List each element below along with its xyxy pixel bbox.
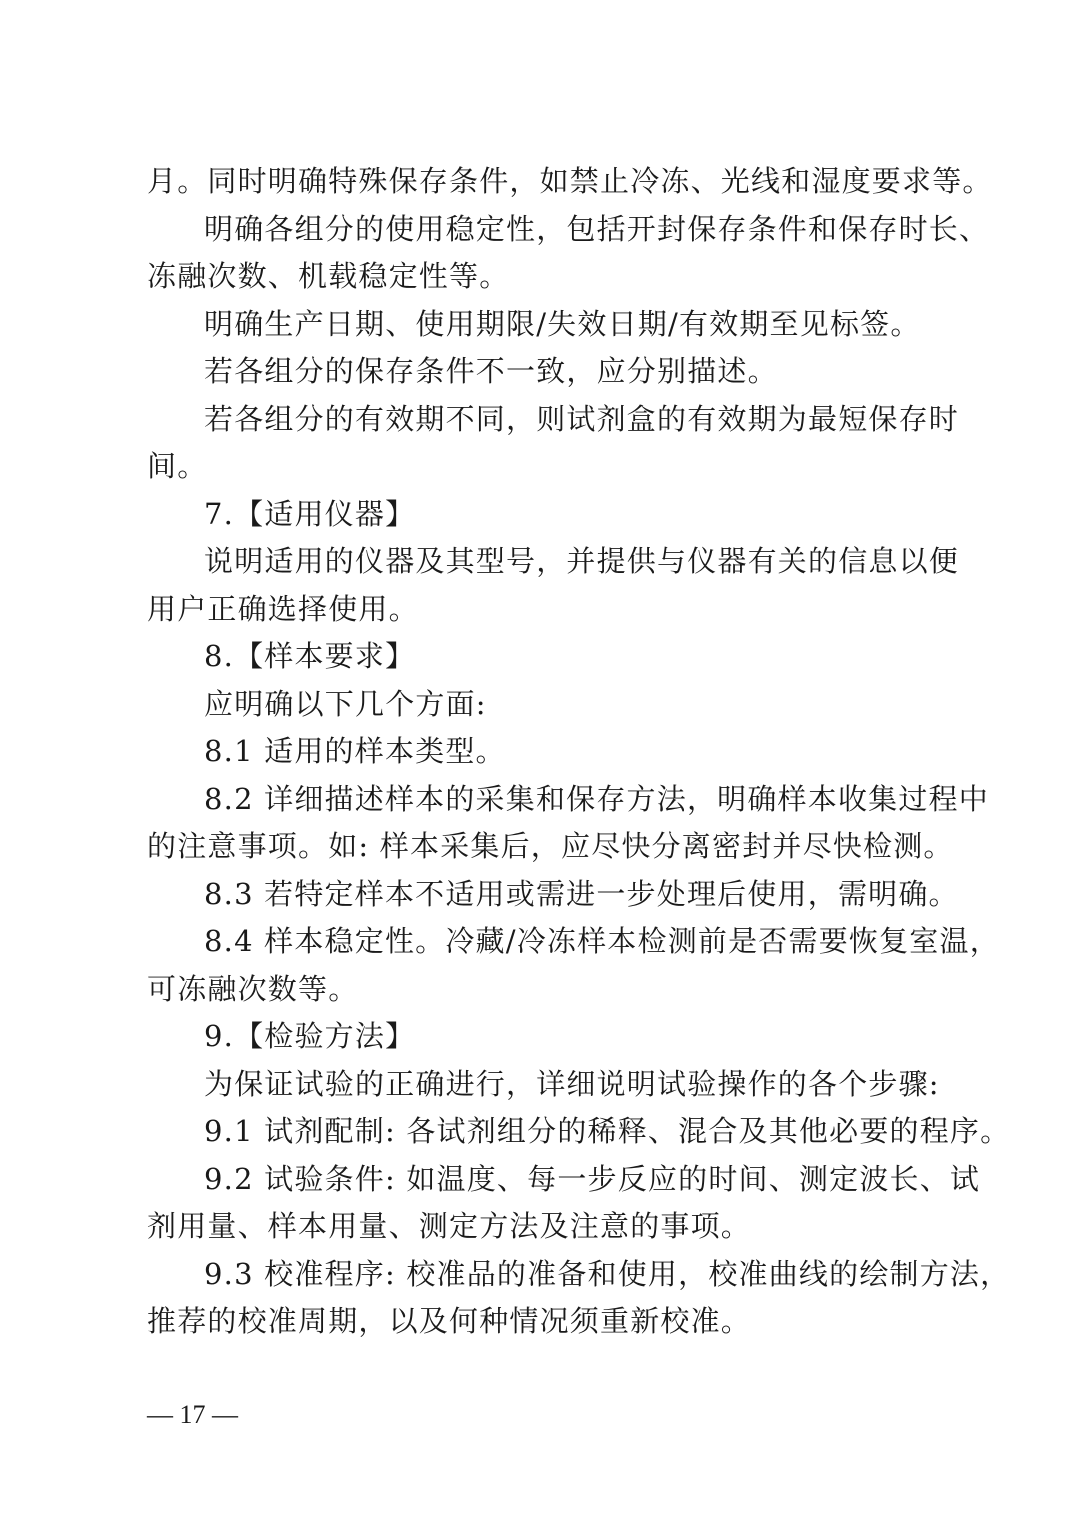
paragraph-line: 若各组分的有效期不同，则试剂盒的有效期为最短保存时 (204, 401, 960, 436)
paragraph-line: 说明适用的仪器及其型号，并提供与仪器有关的信息以便 (204, 544, 960, 578)
paragraph-line: 为保证试验的正确进行，详细说明试验操作的各个步骤: (204, 1066, 940, 1101)
paragraph-line: 剂用量、样本用量、测定方法及注意的事项。 (147, 1209, 752, 1243)
paragraph-line: 明确各组分的使用稳定性，包括开封保存条件和保存时长、 (204, 211, 990, 246)
document-body (147, 158, 1011, 1346)
paragraph-line: 月。同时明确特殊保存条件，如禁止冷冻、光线和湿度要求等。 (147, 164, 993, 198)
paragraph-line: 间。 (147, 449, 208, 483)
list-item: 9.2 试验条件: 如温度、每一步反应的时间、测定波长、试 (204, 1161, 981, 1196)
list-item: 8.4 样本稳定性。冷藏/冷冻样本检测前是否需要恢复室温， (204, 924, 1000, 958)
paragraph-line: 的注意事项。如: 样本采集后，应尽快分离密封并尽快检测。 (147, 829, 954, 863)
list-item: 9.1 试剂配制: 各试剂组分的稀释、混合及其他必要的程序。 (204, 1114, 1011, 1148)
list-item: 8.2 详细描述样本的采集和保存方法，明确样本收集过程中 (204, 781, 989, 816)
section-heading-instruments: 7.【适用仪器】 (204, 496, 416, 531)
page-number: — 17 — (147, 1400, 238, 1429)
paragraph-line: 可冻融次数等。 (147, 971, 359, 1006)
paragraph-line: 若各组分的保存条件不一致，应分别描述。 (204, 354, 778, 388)
list-item: 8.3 若特定样本不适用或需进一步处理后使用，需明确。 (204, 876, 959, 911)
section-heading-test-method: 9.【检验方法】 (204, 1019, 416, 1053)
list-item: 9.3 校准程序: 校准品的准备和使用，校准曲线的绘制方法， (204, 1256, 1011, 1291)
list-item: 8.1 适用的样本类型。 (204, 734, 506, 768)
paragraph-line: 明确生产日期、使用期限/失效日期/有效期至见标签。 (204, 306, 921, 341)
paragraph-line: 推荐的校准周期，以及何种情况须重新校准。 (147, 1304, 752, 1338)
paragraph-line: 用户正确选择使用。 (147, 591, 419, 626)
section-heading-sample-requirements: 8.【样本要求】 (204, 639, 416, 673)
paragraph-line: 冻融次数、机载稳定性等。 (147, 259, 510, 293)
paragraph-line: 应明确以下几个方面: (204, 686, 487, 721)
